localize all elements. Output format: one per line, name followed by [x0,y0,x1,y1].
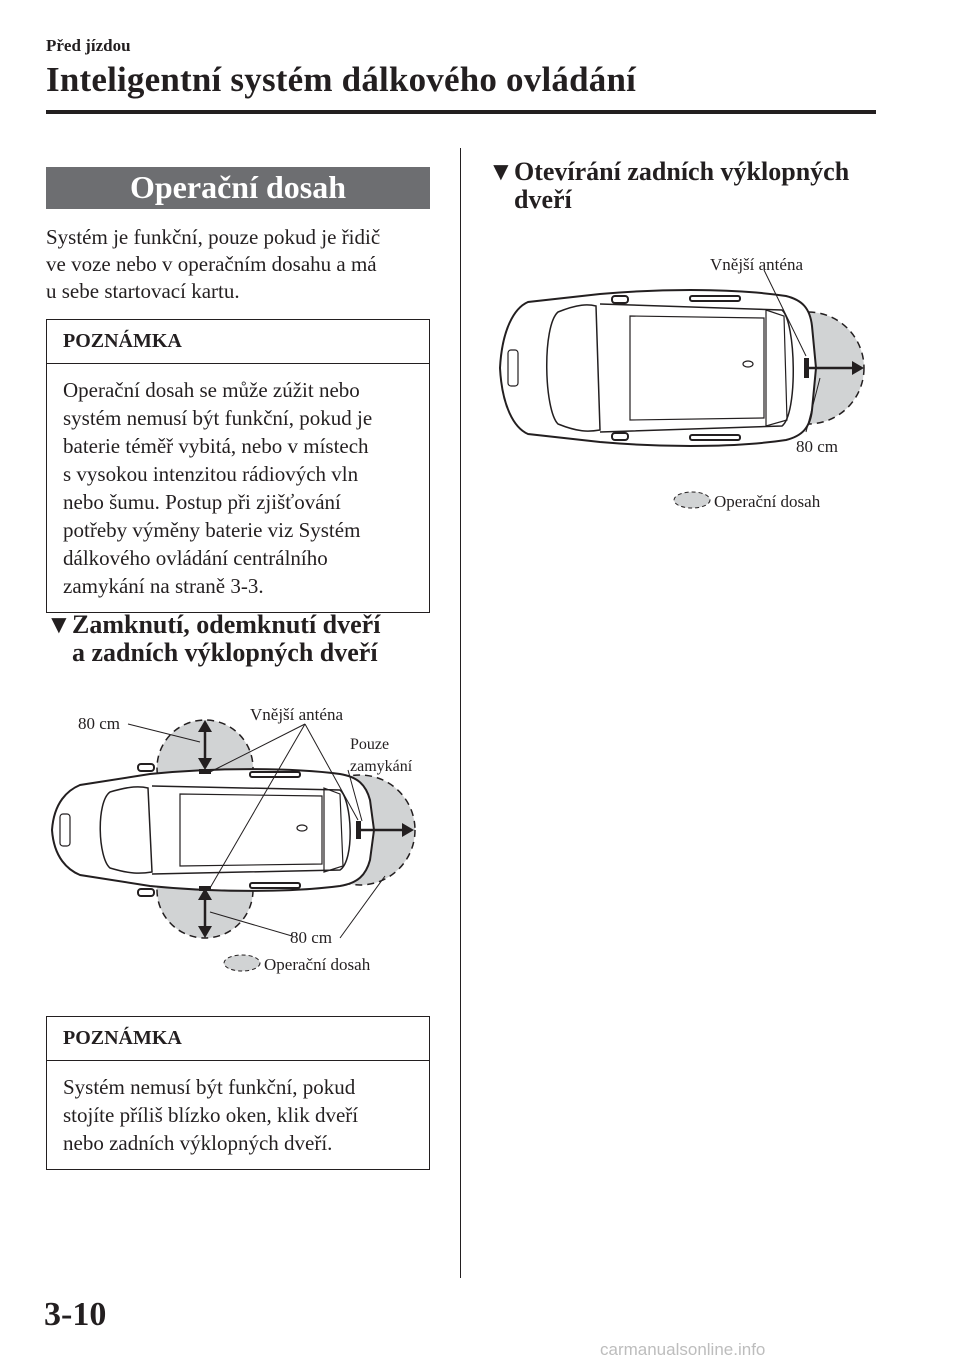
car-top-view [500,290,816,446]
paragraph-line: Systém je funkční, pouze pokud je řidič [46,225,381,249]
note-heading: POZNÁMKA [47,1017,429,1061]
intro-paragraph [46,224,430,305]
label-80cm: 80 cm [796,437,839,456]
label-80cm-top: 80 cm [78,714,121,733]
car-top-view [52,764,374,896]
subsection-heading-tailgate: ▼Otevírání zadních výklopných dveří [488,157,850,214]
note-line: nebo šumu. Postup při zjišťování [63,490,341,514]
page-number: 3-10 [44,1296,107,1333]
breadcrumb: Před jízdou [46,36,131,55]
watermark: carmanualsonline.info [600,1340,766,1359]
note-box [46,1016,430,1170]
diagram-tailgate-range [490,240,890,530]
column-divider [460,148,461,1278]
note-line: Operační dosah se může zúžit nebo [63,378,360,402]
label-external-antenna: Vnější anténa [250,705,343,724]
label-external-antenna: Vnější anténa [710,255,803,274]
note-body [47,364,429,612]
note-line: nebo zadních výklopných dveří. [63,1131,333,1155]
legend-label: Operační dosah [714,492,821,511]
note-line: dálkového ovládání centrálního [63,546,328,570]
note-body [47,1061,429,1169]
diagram-lock-unlock-range [40,690,440,990]
legend-label: Operační dosah [264,955,371,974]
triangle-marker-icon: ▼ [46,610,72,639]
label-lock-only-1: Pouze [350,736,390,753]
note-box [46,319,430,613]
title-rule [46,110,876,114]
legend-range-swatch [224,955,260,971]
page-title: Inteligentní systém dálkového ovládání [46,60,637,99]
label-lock-only-2: zamykání [350,758,413,775]
note-line: s vysokou intenzitou rádiových vln [63,462,359,486]
note-line: stojíte příliš blízko oken, klik dveří [63,1103,359,1127]
paragraph-line: ve voze nebo v operačním dosahu a má [46,252,377,276]
section-title-band: Operační dosah [46,167,430,209]
note-heading: POZNÁMKA [47,320,429,364]
note-line: Systém nemusí být funkční, pokud [63,1075,356,1099]
triangle-marker-icon: ▼ [488,157,514,186]
legend-range-swatch [674,492,710,508]
paragraph-line: u sebe startovací kartu. [46,279,240,303]
note-line: systém nemusí být funkční, pokud je [63,406,373,430]
note-line: zamykání na straně 3-3. [63,574,264,598]
note-line: baterie téměř vybitá, nebo v místech [63,434,369,458]
note-line: potřeby výměny baterie viz Systém [63,518,361,542]
label-80cm-bottom: 80 cm [290,928,333,947]
subsection-heading-lock-unlock: ▼Zamknutí, odemknutí dveří a zadních výklopných dveří [46,610,381,667]
